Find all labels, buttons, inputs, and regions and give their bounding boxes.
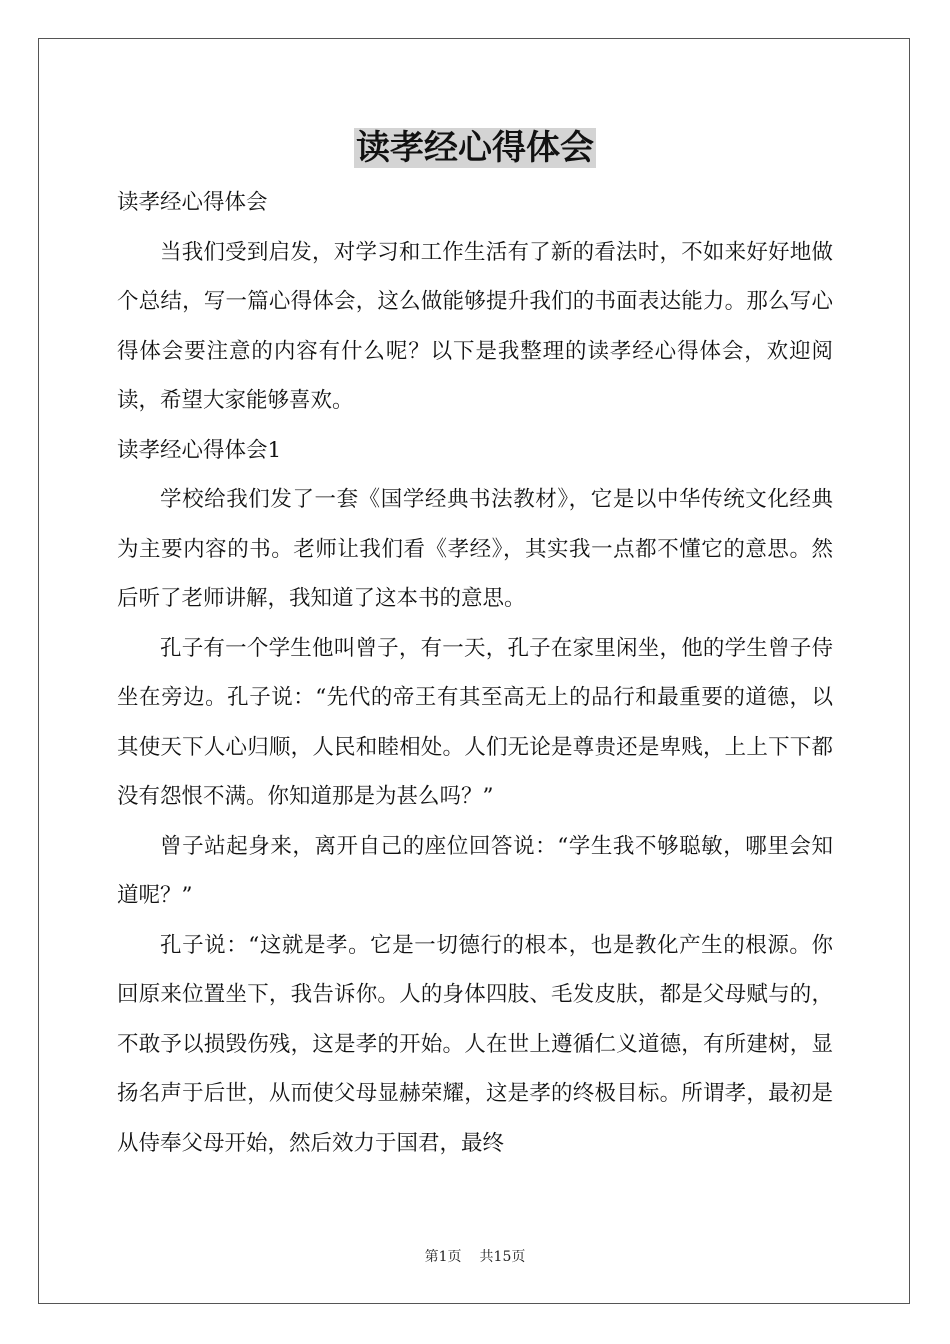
intro-paragraph: 当我们受到启发，对学习和工作生活有了新的看法时，不如来好好地做个总结，写一篇心得体会，这么做能够提升我们的书面表达能力。那么写心得体会要注意的内容有什么呢？以下是我整理的读孝经心得体会，欢迎阅读，希望大家能够喜欢。: [117, 239, 833, 413]
document-body: [117, 178, 833, 1168]
body-paragraph-4: 孔子说：“这就是孝。它是一切德行的根本，也是教化产生的根源。你回原来位置坐下，我告诉你。人的身体四肢、毛发皮肤，都是父母赋与的，不敢予以损毁伤残，这是孝的开始。人在世上遵循仁义道德，有所建树，显扬名声于后世，从而使父母显赫荣耀，这是孝的终极目标。所谓孝，最初是从侍奉父母开始，然后效力于国君，最终: [117, 932, 833, 1156]
page-footer: [0, 1248, 950, 1266]
document-title: [0, 124, 950, 172]
body-paragraph-1: 学校给我们发了一套《国学经典书法教材》，它是以中华传统文化经典为主要内容的书。老师让我们看《孝经》，其实我一点都不懂它的意思。然后听了老师讲解，我知道了这本书的意思。: [117, 487, 833, 611]
page-total: 共15页: [479, 1249, 526, 1265]
document-subtitle: 读孝经心得体会: [117, 190, 268, 215]
document-title-text: 读孝经心得体会: [356, 128, 594, 168]
body-paragraph-3: 曾子站起身来，离开自己的座位回答说：“学生我不够聪敏，哪里会知道呢？”: [117, 833, 833, 908]
body-paragraph-2: 孔子有一个学生他叫曾子，有一天，孔子在家里闲坐，他的学生曾子侍坐在旁边。孔子说：“先代的帝王有其至高无上的品行和最重要的道德，以其使天下人心归顺，人民和睦相处。人们无论是尊贵还是卑贱，上上下下都没有怨恨不满。你知道那是为甚么吗？”: [117, 635, 833, 809]
section-heading: 读孝经心得体会1: [117, 437, 282, 463]
page-number: 第1页: [424, 1249, 462, 1265]
